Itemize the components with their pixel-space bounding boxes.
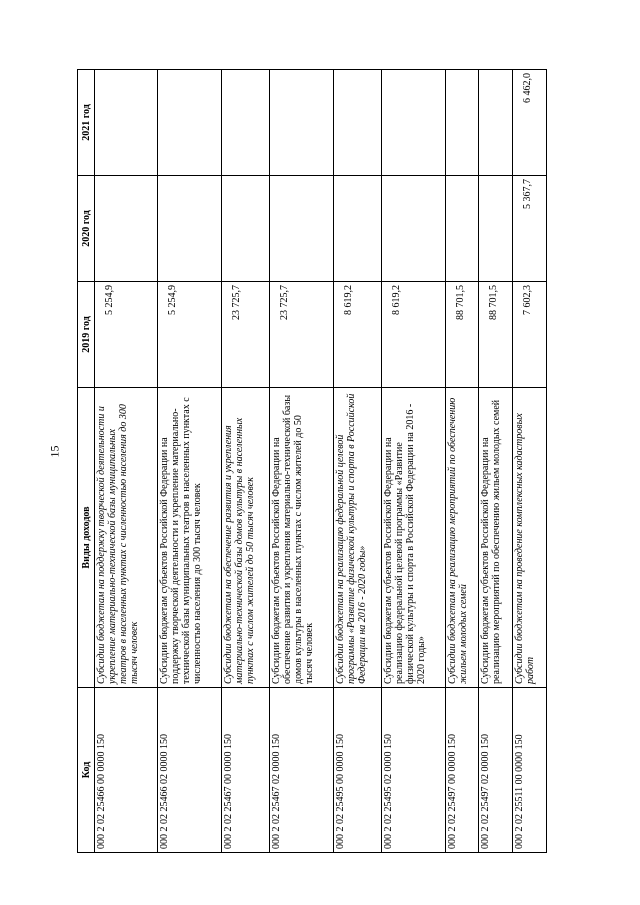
row-value-2020 [333, 176, 382, 282]
row-value-2021 [479, 70, 513, 176]
row-revenue-name: Субсидии бюджетам субъектов Российской Федерации на реализацию федеральной целевой программы «Развитие физической культуры и спорта в Российской Федерации на 2016 - 2020 годы» [382, 388, 445, 688]
rotated-table-container [77, 70, 547, 853]
row-code: 000 2 02 25511 00 0000 150 [513, 688, 547, 853]
row-value-2019: 88 701,5 [479, 282, 513, 388]
table-row [382, 70, 445, 853]
table-header-row [78, 70, 95, 853]
header-2020: 2020 год [78, 176, 95, 282]
row-revenue-name: Субсидии бюджетам на реализацию мероприятий по обеспечению жильем молодых семей [445, 388, 479, 688]
row-value-2021 [382, 70, 445, 176]
row-value-2020 [158, 176, 221, 282]
table-row [270, 70, 333, 853]
row-code: 000 2 02 25467 00 0000 150 [221, 688, 270, 853]
row-value-2021 [158, 70, 221, 176]
row-value-2021 [333, 70, 382, 176]
row-value-2020 [221, 176, 270, 282]
row-revenue-name: Субсидии бюджетам субъектов Российской Федерации на реализацию мероприятий по обеспечению жильем молодых семей [479, 388, 513, 688]
table-row [158, 70, 221, 853]
row-code: 000 2 02 25497 02 0000 150 [479, 688, 513, 853]
revenue-table [77, 69, 547, 853]
row-revenue-name: Субсидии бюджетам субъектов Российской Федерации на поддержку творческой деятельности и укрепление материально-технической базы муниципальных театров в населенных пунктах с численностью населения до 300 тысяч человек [158, 388, 221, 688]
row-value-2020 [445, 176, 479, 282]
row-value-2019: 5 254,9 [158, 282, 221, 388]
header-2019: 2019 год [78, 282, 95, 388]
row-code: 000 2 02 25497 00 0000 150 [445, 688, 479, 853]
row-value-2020 [479, 176, 513, 282]
row-value-2021 [445, 70, 479, 176]
table-row [479, 70, 513, 853]
row-code: 000 2 02 25466 02 0000 150 [158, 688, 221, 853]
row-value-2019: 88 701,5 [445, 282, 479, 388]
row-revenue-name: Субсидии бюджетам на реализацию федеральной целевой программы «Развитие физической культуры и спорта в Российской Федерации на 2016 - 2020 годы» [333, 388, 382, 688]
table-row [221, 70, 270, 853]
row-code: 000 2 02 25467 02 0000 150 [270, 688, 333, 853]
row-value-2020 [270, 176, 333, 282]
header-revenue-type: Виды доходов [78, 388, 95, 688]
row-revenue-name: Субсидии бюджетам на поддержку творческой деятельности и укрепление материально-технической базы муниципальных театров в населенных пунктах с численностью населения до 300 тысяч человек [95, 388, 158, 688]
row-code: 000 2 02 25466 00 0000 150 [95, 688, 158, 853]
row-value-2020: 5 367,7 [513, 176, 547, 282]
row-value-2019: 7 602,3 [513, 282, 547, 388]
row-value-2020 [95, 176, 158, 282]
row-value-2021 [221, 70, 270, 176]
row-code: 000 2 02 25495 00 0000 150 [333, 688, 382, 853]
page-number: 15 [47, 445, 62, 458]
row-revenue-name: Субсидии бюджетам на обеспечение развития и укрепления материально-технической базы домов культуры в населенных пунктах с числом жителей до 50 тысяч человек [221, 388, 270, 688]
row-value-2021 [95, 70, 158, 176]
table-row [513, 70, 547, 853]
header-2021: 2021 год [78, 70, 95, 176]
row-value-2019: 5 254,9 [95, 282, 158, 388]
row-value-2019: 8 619,2 [333, 282, 382, 388]
row-value-2020 [382, 176, 445, 282]
row-value-2021 [270, 70, 333, 176]
row-value-2021: 6 462,0 [513, 70, 547, 176]
row-value-2019: 23 725,7 [270, 282, 333, 388]
table-row [95, 70, 158, 853]
row-revenue-name: Субсидии бюджетам субъектов Российской Федерации на обеспечение развития и укрепления материально-технической базы домов культуры в населенных пунктах с числом жителей до 50 тысяч человек [270, 388, 333, 688]
table-row [333, 70, 382, 853]
header-code: Код [78, 688, 95, 853]
row-code: 000 2 02 25495 02 0000 150 [382, 688, 445, 853]
table-row [445, 70, 479, 853]
row-value-2019: 23 725,7 [221, 282, 270, 388]
row-revenue-name: Субсидии бюджетам на проведение комплексных кадастровых работ [513, 388, 547, 688]
row-value-2019: 8 619,2 [382, 282, 445, 388]
